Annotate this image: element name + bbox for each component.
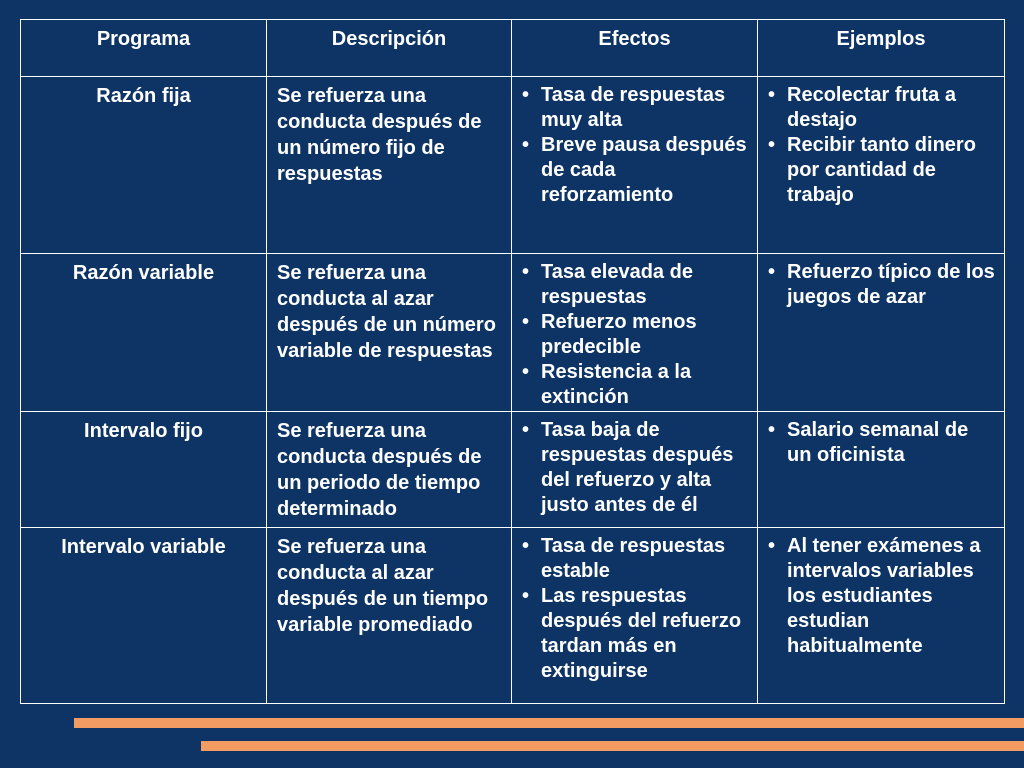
efectos-list xyxy=(520,260,749,410)
ejemplo-item: • Al tener exámenes a intervalos variables los estudiantes estudian habitualmente xyxy=(766,534,996,659)
cell-programa: Intervalo fijo xyxy=(21,412,267,528)
decorative-bar-bottom xyxy=(201,741,1024,751)
cell-descripcion: Se refuerza una conducta después de un periodo de tiempo determinado xyxy=(267,412,512,528)
cell-descripcion: Se refuerza una conducta después de un número fijo de respuestas xyxy=(267,77,512,254)
cell-ejemplos xyxy=(758,412,1005,528)
cell-efectos xyxy=(512,528,758,704)
cell-programa: Intervalo variable xyxy=(21,528,267,704)
efectos-list xyxy=(520,83,749,208)
cell-ejemplos xyxy=(758,528,1005,704)
efecto-item: • Tasa baja de respuestas después del refuerzo y alta justo antes de él xyxy=(520,418,749,518)
header-ejemplos: Ejemplos xyxy=(758,20,1005,77)
cell-programa: Razón fija xyxy=(21,77,267,254)
ejemplos-list xyxy=(766,260,996,310)
efecto-item: • Tasa de respuestas muy alta xyxy=(520,83,749,133)
efectos-list xyxy=(520,418,749,518)
ejemplos-list xyxy=(766,83,996,208)
cell-ejemplos xyxy=(758,77,1005,254)
cell-efectos xyxy=(512,254,758,412)
cell-efectos xyxy=(512,412,758,528)
cell-efectos xyxy=(512,77,758,254)
ejemplo-item: • Recolectar fruta a destajo xyxy=(766,83,996,133)
efecto-item: • Breve pausa después de cada reforzamiento xyxy=(520,133,749,208)
efecto-item: • Las respuestas después del refuerzo tardan más en extinguirse xyxy=(520,584,749,684)
table-row xyxy=(21,412,1005,528)
efecto-item: • Resistencia a la extinción xyxy=(520,360,749,410)
efectos-list xyxy=(520,534,749,684)
header-programa: Programa xyxy=(21,20,267,77)
efecto-item: • Tasa elevada de respuestas xyxy=(520,260,749,310)
efecto-item: • Refuerzo menos predecible xyxy=(520,310,749,360)
table-row xyxy=(21,77,1005,254)
ejemplos-list xyxy=(766,534,996,659)
cell-programa: Razón variable xyxy=(21,254,267,412)
cell-descripcion: Se refuerza una conducta al azar después de un número variable de respuestas xyxy=(267,254,512,412)
table-header-row xyxy=(21,20,1005,77)
cell-descripcion: Se refuerza una conducta al azar después de un tiempo variable promediado xyxy=(267,528,512,704)
ejemplos-list xyxy=(766,418,996,468)
header-descripcion: Descripción xyxy=(267,20,512,77)
cell-ejemplos xyxy=(758,254,1005,412)
decorative-bar-top xyxy=(74,718,1024,728)
table-row xyxy=(21,528,1005,704)
ejemplo-item: • Recibir tanto dinero por cantidad de trabajo xyxy=(766,133,996,208)
ejemplo-item: • Refuerzo típico de los juegos de azar xyxy=(766,260,996,310)
ejemplo-item: • Salario semanal de un oficinista xyxy=(766,418,996,468)
schedules-table xyxy=(20,19,1005,704)
header-efectos: Efectos xyxy=(512,20,758,77)
efecto-item: • Tasa de respuestas estable xyxy=(520,534,749,584)
table-row xyxy=(21,254,1005,412)
